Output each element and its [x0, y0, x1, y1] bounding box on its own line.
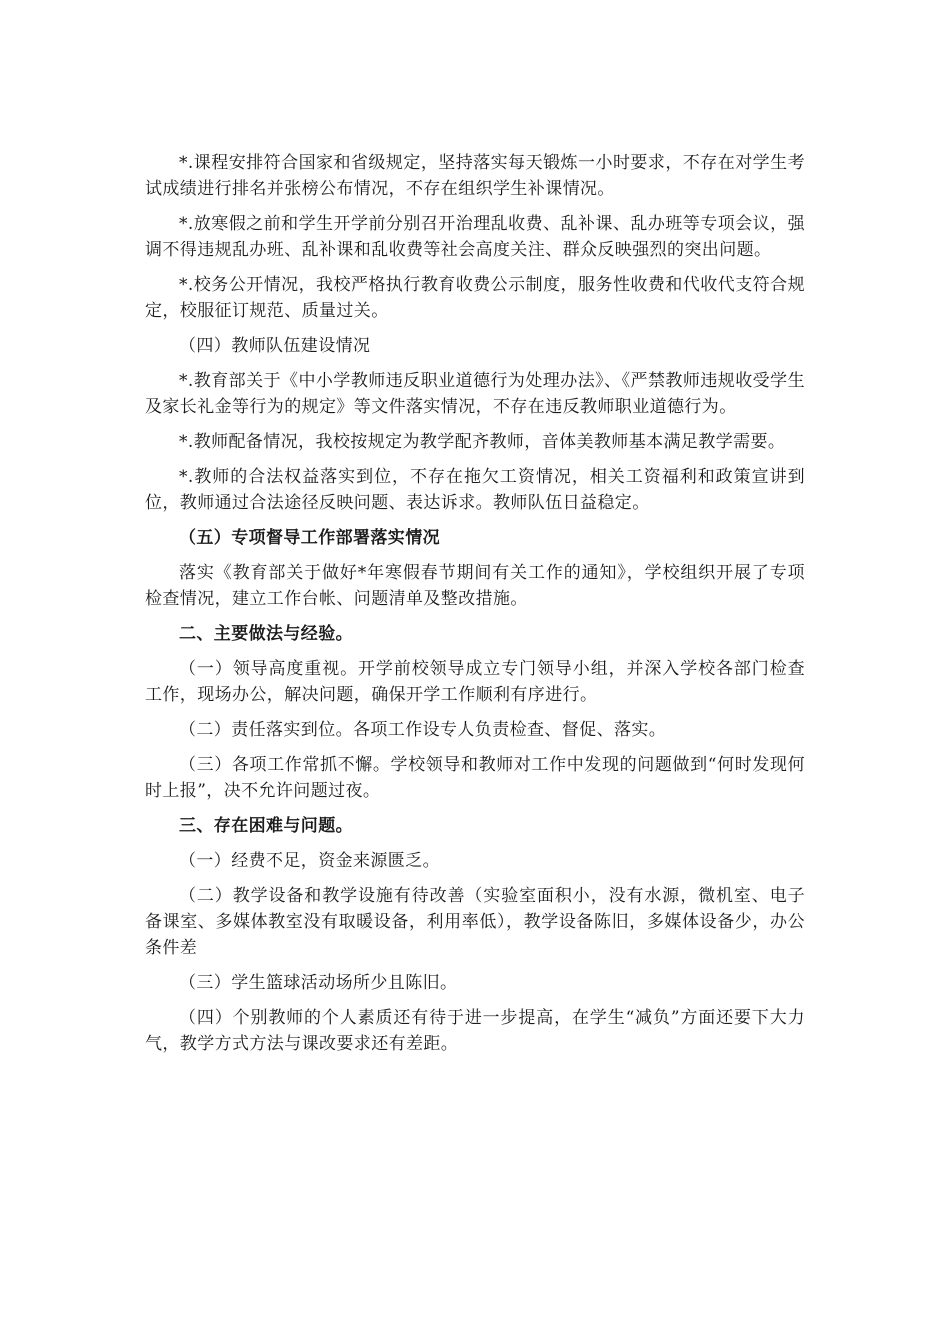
- paragraph-funding: （一）经费不足，资金来源匮乏。: [179, 851, 440, 871]
- paragraph-winter-meeting: *.放寒假之前和学生开学前分别召开治理乱收费、乱补课、乱办班等专项会议，强调不得违规乱办班、乱补课和乱收费等社会高度关注、群众反映强烈的突出问题。: [145, 214, 805, 260]
- paragraph-teacher-staffing: *.教师配备情况，我校按规定为教学配齐教师，音体美教师基本满足教学需要。: [179, 432, 786, 452]
- document-page: [145, 150, 805, 1066]
- paragraph-school-affairs: *.校务公开情况，我校严格执行教育收费公示制度，服务性收费和代收代支符合规定，校服征订规范、质量过关。: [145, 275, 805, 321]
- paragraph-special-inspection: 落实《教育部关于做好*年寒假春节期间有关工作的通知》，学校组织开展了专项检查情况，建立工作台帐、问题清单及整改措施。: [145, 563, 805, 609]
- paragraph-facilities: （二）教学设备和教学设施有待改善（实验室面积小，没有水源，微机室、电子备课室、多媒体教室没有取暖设备，利用率低），教学设备陈旧，多媒体设备少，办公条件差: [145, 886, 805, 958]
- section-teacher-team: （四）教师队伍建设情况: [179, 336, 371, 356]
- paragraph-teacher-rights: *.教师的合法权益落实到位，不存在拖欠工资情况，相关工资福利和政策宣讲到位，教师通过合法途径反映问题、表达诉求。教师队伍日益稳定。: [145, 467, 805, 513]
- paragraph-teacher-quality: （四）个别教师的个人素质还有待于进一步提高，在学生“减负”方面还要下大力气，教学方式方法与课改要求还有差距。: [145, 1008, 805, 1054]
- section-practices: 二、主要做法与经验。: [179, 624, 353, 644]
- paragraph-leadership: （一）领导高度重视。开学前校领导成立专门领导小组，并深入学校各部门检查工作，现场办公，解决问题，确保开学工作顺利有序进行。: [145, 659, 805, 705]
- paragraph-teacher-ethics: *.教育部关于《中小学教师违反职业道德行为处理办法》、《严禁教师违规收受学生及家长礼金等行为的规定》等文件落实情况，不存在违反教师职业道德行为。: [145, 371, 805, 417]
- section-difficulties: 三、存在困难与问题。: [179, 816, 353, 836]
- paragraph-basketball: （三）学生篮球活动场所少且陈旧。: [179, 973, 458, 993]
- paragraph-persistence: （三）各项工作常抓不懈。学校领导和教师对工作中发现的问题做到“何时发现何时上报”，决不允许问题过夜。: [145, 755, 805, 801]
- paragraph-responsibility: （二）责任落实到位。各项工作设专人负责检查、督促、落实。: [179, 720, 667, 740]
- section-special-supervision: （五）专项督导工作部署落实情况: [179, 528, 440, 548]
- paragraph-course-schedule: *.课程安排符合国家和省级规定，坚持落实每天锻炼一小时要求，不存在对学生考试成绩进行排名并张榜公布情况，不存在组织学生补课情况。: [145, 153, 805, 199]
